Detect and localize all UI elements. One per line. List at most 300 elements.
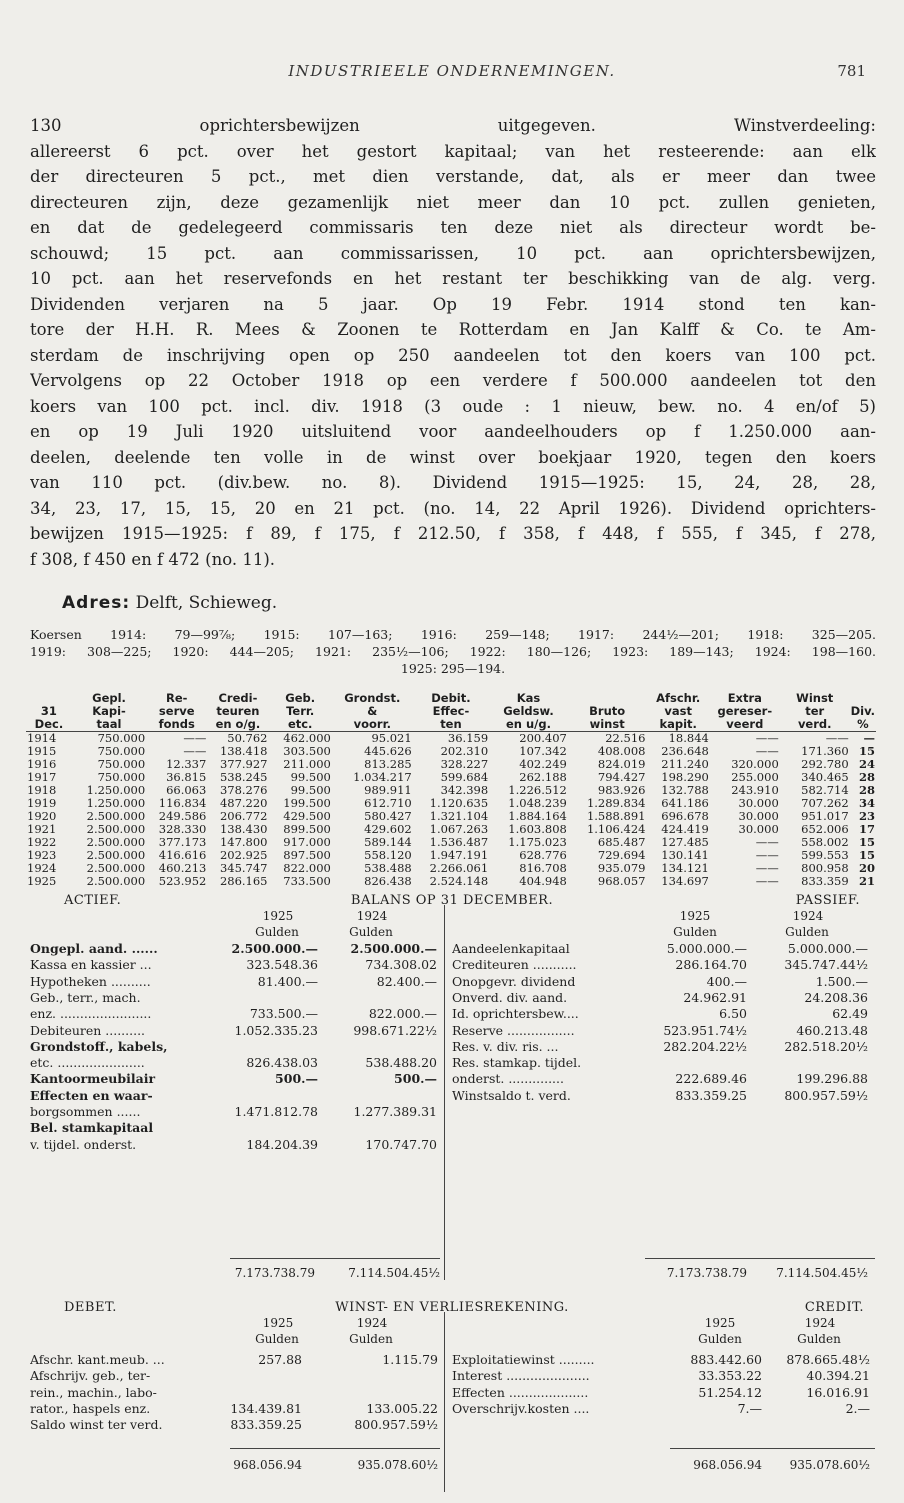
- text-line: schouwd; 15 pct. aan commissarissen, 10 pct. aan oprichtersbewijzen,: [30, 243, 876, 263]
- ledger-value-1925: 134.439.81: [230, 1400, 302, 1416]
- ledger-value-1925: 500.—: [275, 1071, 318, 1087]
- ledger-value-1924: 2.—: [845, 1400, 870, 1416]
- ledger-value-1924: 24.208.36: [804, 989, 868, 1005]
- ledger-value-1924: 734.308.02: [365, 957, 437, 973]
- table-row: [26, 810, 876, 823]
- table-cell: 200.407: [519, 731, 567, 745]
- ledger-value-1924: 800.957.59½: [354, 1417, 438, 1433]
- ledger-label: Aandeelenkapitaal: [452, 941, 570, 956]
- table-cell: ——: [755, 731, 779, 745]
- ledger-row: [452, 1055, 876, 1071]
- table-row: [26, 823, 876, 836]
- table-cell: 345.747: [219, 862, 268, 875]
- table-cell: 989.911: [364, 784, 412, 797]
- balance-passief-title: PASSIEF.: [795, 893, 860, 908]
- table-cell: 21: [858, 875, 875, 888]
- table-cell: 462.000: [283, 731, 331, 745]
- passief-total-1924: 7.114.504.45½: [776, 1266, 868, 1280]
- column-header: gereser-: [717, 704, 773, 718]
- year-heading: 1924: [356, 909, 388, 923]
- ledger-value-1925: 1.471.812.78: [234, 1104, 318, 1119]
- table-cell: ——: [755, 745, 779, 758]
- column-header: Kas: [516, 691, 541, 705]
- table-cell: 696.678: [661, 810, 709, 823]
- actief-total-1924: 7.114.504.45½: [348, 1266, 440, 1280]
- text-line: koers van 100 pct. incl. div. 1918 (3 oude : 1 nieuw, bew. no. 4 en/of 5): [30, 396, 876, 416]
- table-cell: 750.000: [97, 731, 146, 745]
- ledger-row: [30, 1006, 440, 1022]
- balance-actief-title: ACTIEF.: [64, 893, 122, 908]
- table-cell: 2.500.000: [86, 862, 146, 875]
- ledger-row: [452, 1023, 876, 1039]
- ledger-value-1924: 878.665.48½: [786, 1352, 870, 1367]
- ledger-row: [452, 941, 876, 957]
- table-cell: 2.500.000: [86, 875, 146, 888]
- table-cell: 416.616: [158, 849, 207, 862]
- table-cell: 30.000: [738, 823, 779, 836]
- table-cell: 589.144: [364, 836, 412, 849]
- text-line: en op 19 Juli 1920 uitsluitend voor aandeelhouders op f 1.250.000 aan-: [30, 422, 876, 441]
- ledger-label: rator., haspels enz.: [30, 1400, 151, 1416]
- ledger-value-1925: 5.000.000.—: [666, 941, 747, 956]
- table-cell: 255.000: [731, 771, 779, 784]
- text-line: directeuren zijn, deze gezamenlijk niet meer dan 10 pct. zullen genieten,: [30, 192, 876, 212]
- table-cell: 377.173: [158, 836, 207, 849]
- text-line: 34, 23, 17, 15, 15, 20 en 21 pct. (no. 14, 22 April 1926). Dividend oprichters-: [30, 498, 876, 518]
- ledger-label: Kassa en kassier ...: [30, 957, 152, 973]
- table-cell: 2.500.000: [86, 823, 146, 836]
- table-row: [26, 875, 876, 888]
- ledger-row: [30, 1401, 440, 1417]
- text-line: allereerst 6 pct. over het gestort kapitaal; van het resteerende: aan elk: [30, 141, 876, 161]
- unit-heading: Gulden: [349, 1332, 393, 1346]
- ledger-row: [30, 1137, 440, 1153]
- ledger-value-1924: 460.213.48: [796, 1022, 868, 1038]
- table-cell: 899.500: [283, 823, 331, 836]
- ledger-value-1925: 33.353.22: [698, 1368, 762, 1384]
- column-header: Credi-: [218, 691, 258, 705]
- ledger-row: [30, 1385, 440, 1401]
- year-heading: 1925: [262, 1316, 294, 1330]
- table-cell: 917.000: [283, 836, 331, 849]
- table-header-row: [26, 718, 876, 732]
- ledger-label: Crediteuren ...........: [452, 957, 577, 973]
- text-line: deelen, deelende ten volle in de winst over boekjaar 1920, tegen den koers: [30, 447, 876, 467]
- table-cell: 429.500: [283, 810, 331, 823]
- table-cell: 612.710: [364, 797, 412, 810]
- table-cell: 487.220: [219, 797, 268, 810]
- table-cell: 685.487: [597, 836, 646, 849]
- text-line: 130 oprichtersbewijzen uitgegeven. Winstverdeeling:: [30, 116, 876, 135]
- ledger-value-1924: 1.500.—: [815, 973, 868, 989]
- ledger-row: [452, 1385, 876, 1401]
- price-quotes: [30, 626, 876, 677]
- column-header: Kapi-: [92, 704, 126, 718]
- table-cell: 28: [858, 771, 875, 784]
- table-cell: 1.120.635: [429, 797, 489, 810]
- ledger-value-1925: 286.164.70: [675, 957, 747, 973]
- column-header: Gepl.: [92, 691, 126, 705]
- table-cell: ——: [755, 836, 779, 849]
- column-header: Grondst.: [344, 691, 401, 705]
- table-row: [26, 771, 876, 784]
- ledger-row: [30, 1023, 440, 1039]
- ledger-row: [30, 1120, 440, 1136]
- table-cell: 2.500.000: [86, 849, 146, 862]
- ledger-row: [452, 957, 876, 973]
- table-cell: 243.910: [731, 784, 779, 797]
- table-cell: 132.788: [661, 784, 709, 797]
- ledger-row: [30, 1088, 440, 1104]
- table-cell: 424.419: [661, 823, 709, 836]
- ledger-value-1925: 282.204.22½: [663, 1038, 747, 1054]
- ledger-value-1924: 5.000.000.—: [787, 941, 868, 956]
- table-cell: 211.000: [283, 758, 331, 771]
- quote-line: 1925: 295—194.: [400, 661, 506, 676]
- table-cell: ——: [183, 731, 207, 745]
- table-cell: 134.121: [661, 862, 709, 875]
- table-cell: 750.000: [97, 758, 146, 771]
- column-header: taal: [72, 718, 146, 732]
- column-header: verd.: [780, 718, 850, 732]
- ledger-row: [30, 1071, 440, 1087]
- credit-total-1924: 935.078.60½: [789, 1458, 870, 1472]
- ledger-label: Overschrijv.kosten ....: [452, 1400, 590, 1416]
- row-year: 1917: [27, 771, 57, 784]
- row-year: 1920: [27, 810, 57, 823]
- table-cell: 402.249: [519, 758, 567, 771]
- ledger-row: [452, 1071, 876, 1087]
- table-cell: 50.762: [227, 731, 268, 745]
- credit-total-1925: 968.056.94: [693, 1458, 762, 1472]
- table-cell: 628.776: [519, 849, 567, 862]
- total-rule: [670, 1448, 875, 1449]
- table-cell: 211.240: [661, 758, 709, 771]
- ledger-label: Grondstoff., kabels,: [30, 1038, 168, 1054]
- ledger-row: [30, 974, 440, 990]
- table-cell: 138.418: [219, 745, 268, 758]
- table-cell: 538.245: [219, 771, 268, 784]
- table-cell: 1.603.808: [508, 823, 567, 836]
- table-cell: 523.952: [158, 875, 207, 888]
- table-cell: 1.321.104: [429, 810, 489, 823]
- table-cell: 206.772: [219, 810, 268, 823]
- table-cell: 641.186: [661, 797, 709, 810]
- row-year: 1915: [27, 745, 57, 758]
- ledger-value-1924: 538.488.20: [365, 1055, 437, 1071]
- table-cell: 15: [858, 849, 875, 862]
- ledger-row: [452, 1368, 876, 1384]
- text-line: f 308, f 450 en f 472 (no. 11).: [30, 549, 276, 569]
- text-line: van 110 pct. (div.bew. no. 8). Dividend 1915—1925: 15, 24, 28, 28,: [30, 473, 876, 492]
- table-cell: 15: [858, 745, 875, 758]
- ledger-label: Bel. stamkapitaal: [30, 1120, 154, 1136]
- ledger-row: [452, 1006, 876, 1022]
- table-cell: 733.500: [283, 875, 331, 888]
- table-cell: 800.958: [801, 862, 849, 875]
- ledger-row: [452, 990, 876, 1006]
- table-cell: ——: [755, 875, 779, 888]
- ledger-label: onderst. ..............: [452, 1071, 564, 1087]
- winst-debet-title: DEBET.: [64, 1300, 117, 1315]
- column-header: 31: [40, 704, 57, 718]
- row-year: 1921: [27, 823, 57, 836]
- table-row: [26, 732, 876, 746]
- ledger-label: Res. stamkap. tijdel.: [452, 1055, 582, 1071]
- text-line: der directeuren 5 pct., met dien verstande, dat, als er meer dan twee: [30, 167, 876, 186]
- ledger-value-1925: 323.548.36: [246, 957, 318, 973]
- column-header: vast: [664, 704, 692, 718]
- ledger-label: Afschrijv. geb., ter-: [30, 1368, 151, 1384]
- table-cell: ——: [755, 849, 779, 862]
- column-header: ter: [805, 704, 825, 718]
- total-rule: [645, 1258, 875, 1259]
- table-cell: 707.262: [801, 797, 849, 810]
- ledger-label: Geb., terr., mach.: [30, 989, 141, 1005]
- ledger-value-1924: 282.518.20½: [784, 1038, 868, 1054]
- debet-total-1924: 935.078.60½: [357, 1458, 438, 1472]
- address-label: Adres:: [62, 593, 131, 613]
- ledger-label: rein., machin., labo-: [30, 1384, 157, 1400]
- ledger-label: Hypotheken ..........: [30, 973, 151, 989]
- table-cell: 202.925: [219, 849, 268, 862]
- table-cell: 23: [858, 810, 875, 823]
- ledger-row: [452, 1401, 876, 1417]
- column-header: fonds: [146, 718, 207, 732]
- column-header: Re-: [166, 691, 188, 705]
- table-cell: 1.289.834: [586, 797, 646, 810]
- ledger-label: etc. ......................: [30, 1055, 145, 1071]
- table-row: [26, 784, 876, 797]
- ledger-label: Res. v. div. ris. ...: [452, 1038, 559, 1054]
- ledger-value-1925: 733.500.—: [249, 1006, 318, 1022]
- column-header: veerd: [710, 718, 780, 732]
- ledger-value-1924: 2.500.000.—: [350, 941, 437, 956]
- ledger-label: borgsommen ......: [30, 1104, 141, 1119]
- table-cell: 538.488: [364, 862, 412, 875]
- text-line: Vervolgens op 22 October 1918 op een verdere f 500.000 aandeelen tot den: [30, 371, 876, 390]
- table-row: [26, 862, 876, 875]
- column-header: Dec.: [26, 718, 72, 732]
- ledger-label: Kantoormeubilair: [30, 1071, 156, 1087]
- table-row: [26, 849, 876, 862]
- table-cell: 127.485: [661, 836, 709, 849]
- row-year: 1918: [27, 784, 57, 797]
- unit-heading: Gulden: [673, 925, 717, 939]
- table-cell: 15: [858, 836, 875, 849]
- column-header: Extra: [727, 691, 762, 705]
- ledger-value-1925: 81.400.—: [257, 973, 318, 989]
- ledger-value-1924: 345.747.44½: [784, 957, 868, 973]
- ledger-row: [30, 1417, 440, 1433]
- table-cell: 1.034.217: [353, 771, 412, 784]
- table-cell: 445.626: [364, 745, 412, 758]
- ledger-value-1925: 51.254.12: [698, 1384, 762, 1400]
- table-cell: 116.834: [158, 797, 207, 810]
- ledger-value-1924: 16.016.91: [806, 1384, 870, 1400]
- table-cell: 2.500.000: [86, 836, 146, 849]
- table-cell: 320.000: [731, 758, 779, 771]
- table-cell: 24: [858, 758, 875, 771]
- body-text: [30, 113, 876, 572]
- row-year: 1914: [27, 731, 57, 745]
- table-cell: 826.438: [364, 875, 412, 888]
- ledger-value-1925: 826.438.03: [246, 1055, 318, 1071]
- table-cell: 816.708: [519, 862, 567, 875]
- quote-line: 1919: 308—225; 1920: 444—205; 1921: 235½—106; 1922: 180—126; 1923: 189—143; 1924: 198—160.: [30, 644, 876, 659]
- table-cell: 12.337: [166, 758, 207, 771]
- year-heading: 1925: [704, 1316, 736, 1330]
- ledger-value-1924: 1.277.389.31: [353, 1104, 437, 1119]
- ledger-label: Effecten ....................: [452, 1384, 589, 1400]
- table-cell: 1.067.263: [429, 823, 489, 836]
- ledger-row: [30, 957, 440, 973]
- ledger-row: [452, 974, 876, 990]
- ledger-value-1925: 400.—: [706, 973, 747, 989]
- ledger-value-1925: 833.359.25: [675, 1087, 747, 1103]
- table-cell: ——: [825, 731, 849, 745]
- table-cell: 599.684: [440, 771, 489, 784]
- winst-credit-title: CREDIT.: [804, 1300, 864, 1315]
- year-heading: 1924: [792, 909, 824, 923]
- table-cell: 1.250.000: [86, 797, 146, 810]
- column-header: ten: [413, 718, 489, 732]
- table-cell: 328.227: [440, 758, 489, 771]
- unit-heading: Gulden: [349, 925, 393, 939]
- passief-total-1925: 7.173.738.79: [666, 1266, 747, 1280]
- table-cell: 95.021: [371, 731, 412, 745]
- table-cell: 794.427: [597, 771, 646, 784]
- column-header: Geldsw.: [503, 704, 554, 718]
- unit-heading: Gulden: [785, 925, 829, 939]
- table-cell: 983.926: [597, 784, 646, 797]
- table-cell: 147.800: [219, 836, 268, 849]
- table-cell: 2.266.061: [429, 862, 489, 875]
- column-header: &: [367, 704, 378, 718]
- ledger-value-1924: 82.400.—: [376, 973, 437, 989]
- ledger-label: Ongepl. aand. ......: [30, 941, 158, 956]
- table-cell: 198.290: [661, 771, 709, 784]
- ledger-value-1925: 6.50: [719, 1006, 747, 1022]
- ledger-row: [452, 1352, 876, 1368]
- ledger-label: v. tijdel. onderst.: [30, 1136, 137, 1152]
- table-cell: 99.500: [290, 771, 331, 784]
- ledger-value-1924: 500.—: [394, 1071, 437, 1087]
- table-cell: 28: [858, 784, 875, 797]
- year-heading: 1925: [262, 909, 294, 923]
- ledger-value-1925: 833.359.25: [230, 1417, 302, 1433]
- balance-divider: [444, 905, 445, 1280]
- table-cell: 1.250.000: [86, 784, 146, 797]
- table-cell: 262.188: [519, 771, 567, 784]
- row-year: 1923: [27, 849, 57, 862]
- table-cell: 460.213: [158, 862, 207, 875]
- year-heading: 1924: [804, 1316, 836, 1330]
- running-header-title: INDUSTRIEELE ONDERNEMINGEN.: [288, 62, 616, 80]
- table-cell: 897.500: [283, 849, 331, 862]
- table-cell: 822.000: [283, 862, 331, 875]
- table-cell: 328.330: [158, 823, 207, 836]
- table-cell: 99.500: [290, 784, 331, 797]
- table-cell: 429.602: [364, 823, 412, 836]
- table-cell: 824.019: [597, 758, 646, 771]
- ledger-value-1925: 184.204.39: [246, 1136, 318, 1152]
- table-cell: 582.714: [801, 784, 849, 797]
- ledger-row: [30, 1055, 440, 1071]
- table-cell: ——: [183, 745, 207, 758]
- column-header: Debit.: [431, 691, 471, 705]
- ledger-value-1925: 24.962.91: [683, 989, 747, 1005]
- ledger-value-1924: 998.671.22½: [353, 1022, 437, 1038]
- table-cell: 303.500: [283, 745, 331, 758]
- table-row: [26, 745, 876, 758]
- table-cell: 580.427: [364, 810, 412, 823]
- ledger-value-1924: 1.115.79: [382, 1352, 438, 1367]
- table-cell: 1.947.191: [429, 849, 489, 862]
- actief-total-1925: 7.173.738.79: [234, 1266, 315, 1280]
- table-cell: 286.165: [219, 875, 268, 888]
- table-cell: ——: [755, 862, 779, 875]
- table-cell: 1.884.164: [508, 810, 567, 823]
- table-row: [26, 797, 876, 810]
- ledger-value-1924: 133.005.22: [366, 1400, 438, 1416]
- ledger-label: Saldo winst ter verd.: [30, 1417, 163, 1433]
- unit-heading: Gulden: [698, 1332, 742, 1346]
- table-cell: 935.079: [597, 862, 646, 875]
- total-rule: [230, 1258, 440, 1259]
- table-cell: 951.017: [801, 810, 849, 823]
- ledger-row: [30, 941, 440, 957]
- column-header: voorr.: [332, 718, 413, 732]
- year-heading: 1924: [356, 1316, 388, 1330]
- table-cell: 599.553: [801, 849, 849, 862]
- text-line: 10 pct. aan het reservefonds en het restant ter beschikking van de alg. verg.: [30, 269, 876, 288]
- winst-title: WINST- EN VERLIESREKENING.: [335, 1300, 569, 1315]
- column-header: kapit.: [646, 718, 709, 732]
- table-cell: 404.948: [519, 875, 567, 888]
- year-heading: 1925: [679, 909, 711, 923]
- table-cell: 1.175.023: [508, 836, 567, 849]
- unit-heading: Gulden: [255, 1332, 299, 1346]
- page-number: 781: [837, 62, 866, 80]
- table-row: [26, 758, 876, 771]
- table-cell: 138.430: [219, 823, 268, 836]
- ledger-row: [452, 1039, 876, 1055]
- table-cell: 2.500.000: [86, 810, 146, 823]
- quote-line: Koersen 1914: 79—99⅞; 1915: 107—163; 1916: 259—148; 1917: 244½—201; 1918: 325—205.: [30, 627, 876, 642]
- table-cell: 30.000: [738, 797, 779, 810]
- row-year: 1922: [27, 836, 57, 849]
- table-cell: 813.285: [364, 758, 412, 771]
- table-cell: 17: [858, 823, 875, 836]
- ledger-row: [30, 990, 440, 1006]
- total-rule: [230, 1448, 440, 1449]
- ledger-label: Id. oprichtersbew....: [452, 1006, 579, 1022]
- column-header: Geb.: [285, 691, 316, 705]
- ledger-label: Debiteuren ..........: [30, 1022, 146, 1038]
- row-year: 1919: [27, 797, 57, 810]
- column-header: %: [850, 718, 876, 732]
- column-header: en o/g.: [207, 718, 268, 732]
- address-line: [62, 593, 277, 613]
- statistics-table: [26, 692, 876, 888]
- table-cell: 171.360: [801, 745, 849, 758]
- ledger-value-1925: 222.689.46: [675, 1071, 747, 1087]
- table-cell: 130.141: [661, 849, 709, 862]
- ledger-value-1924: 62.49: [832, 1006, 868, 1022]
- column-header: Terr.: [286, 704, 315, 718]
- table-cell: 652.006: [801, 823, 849, 836]
